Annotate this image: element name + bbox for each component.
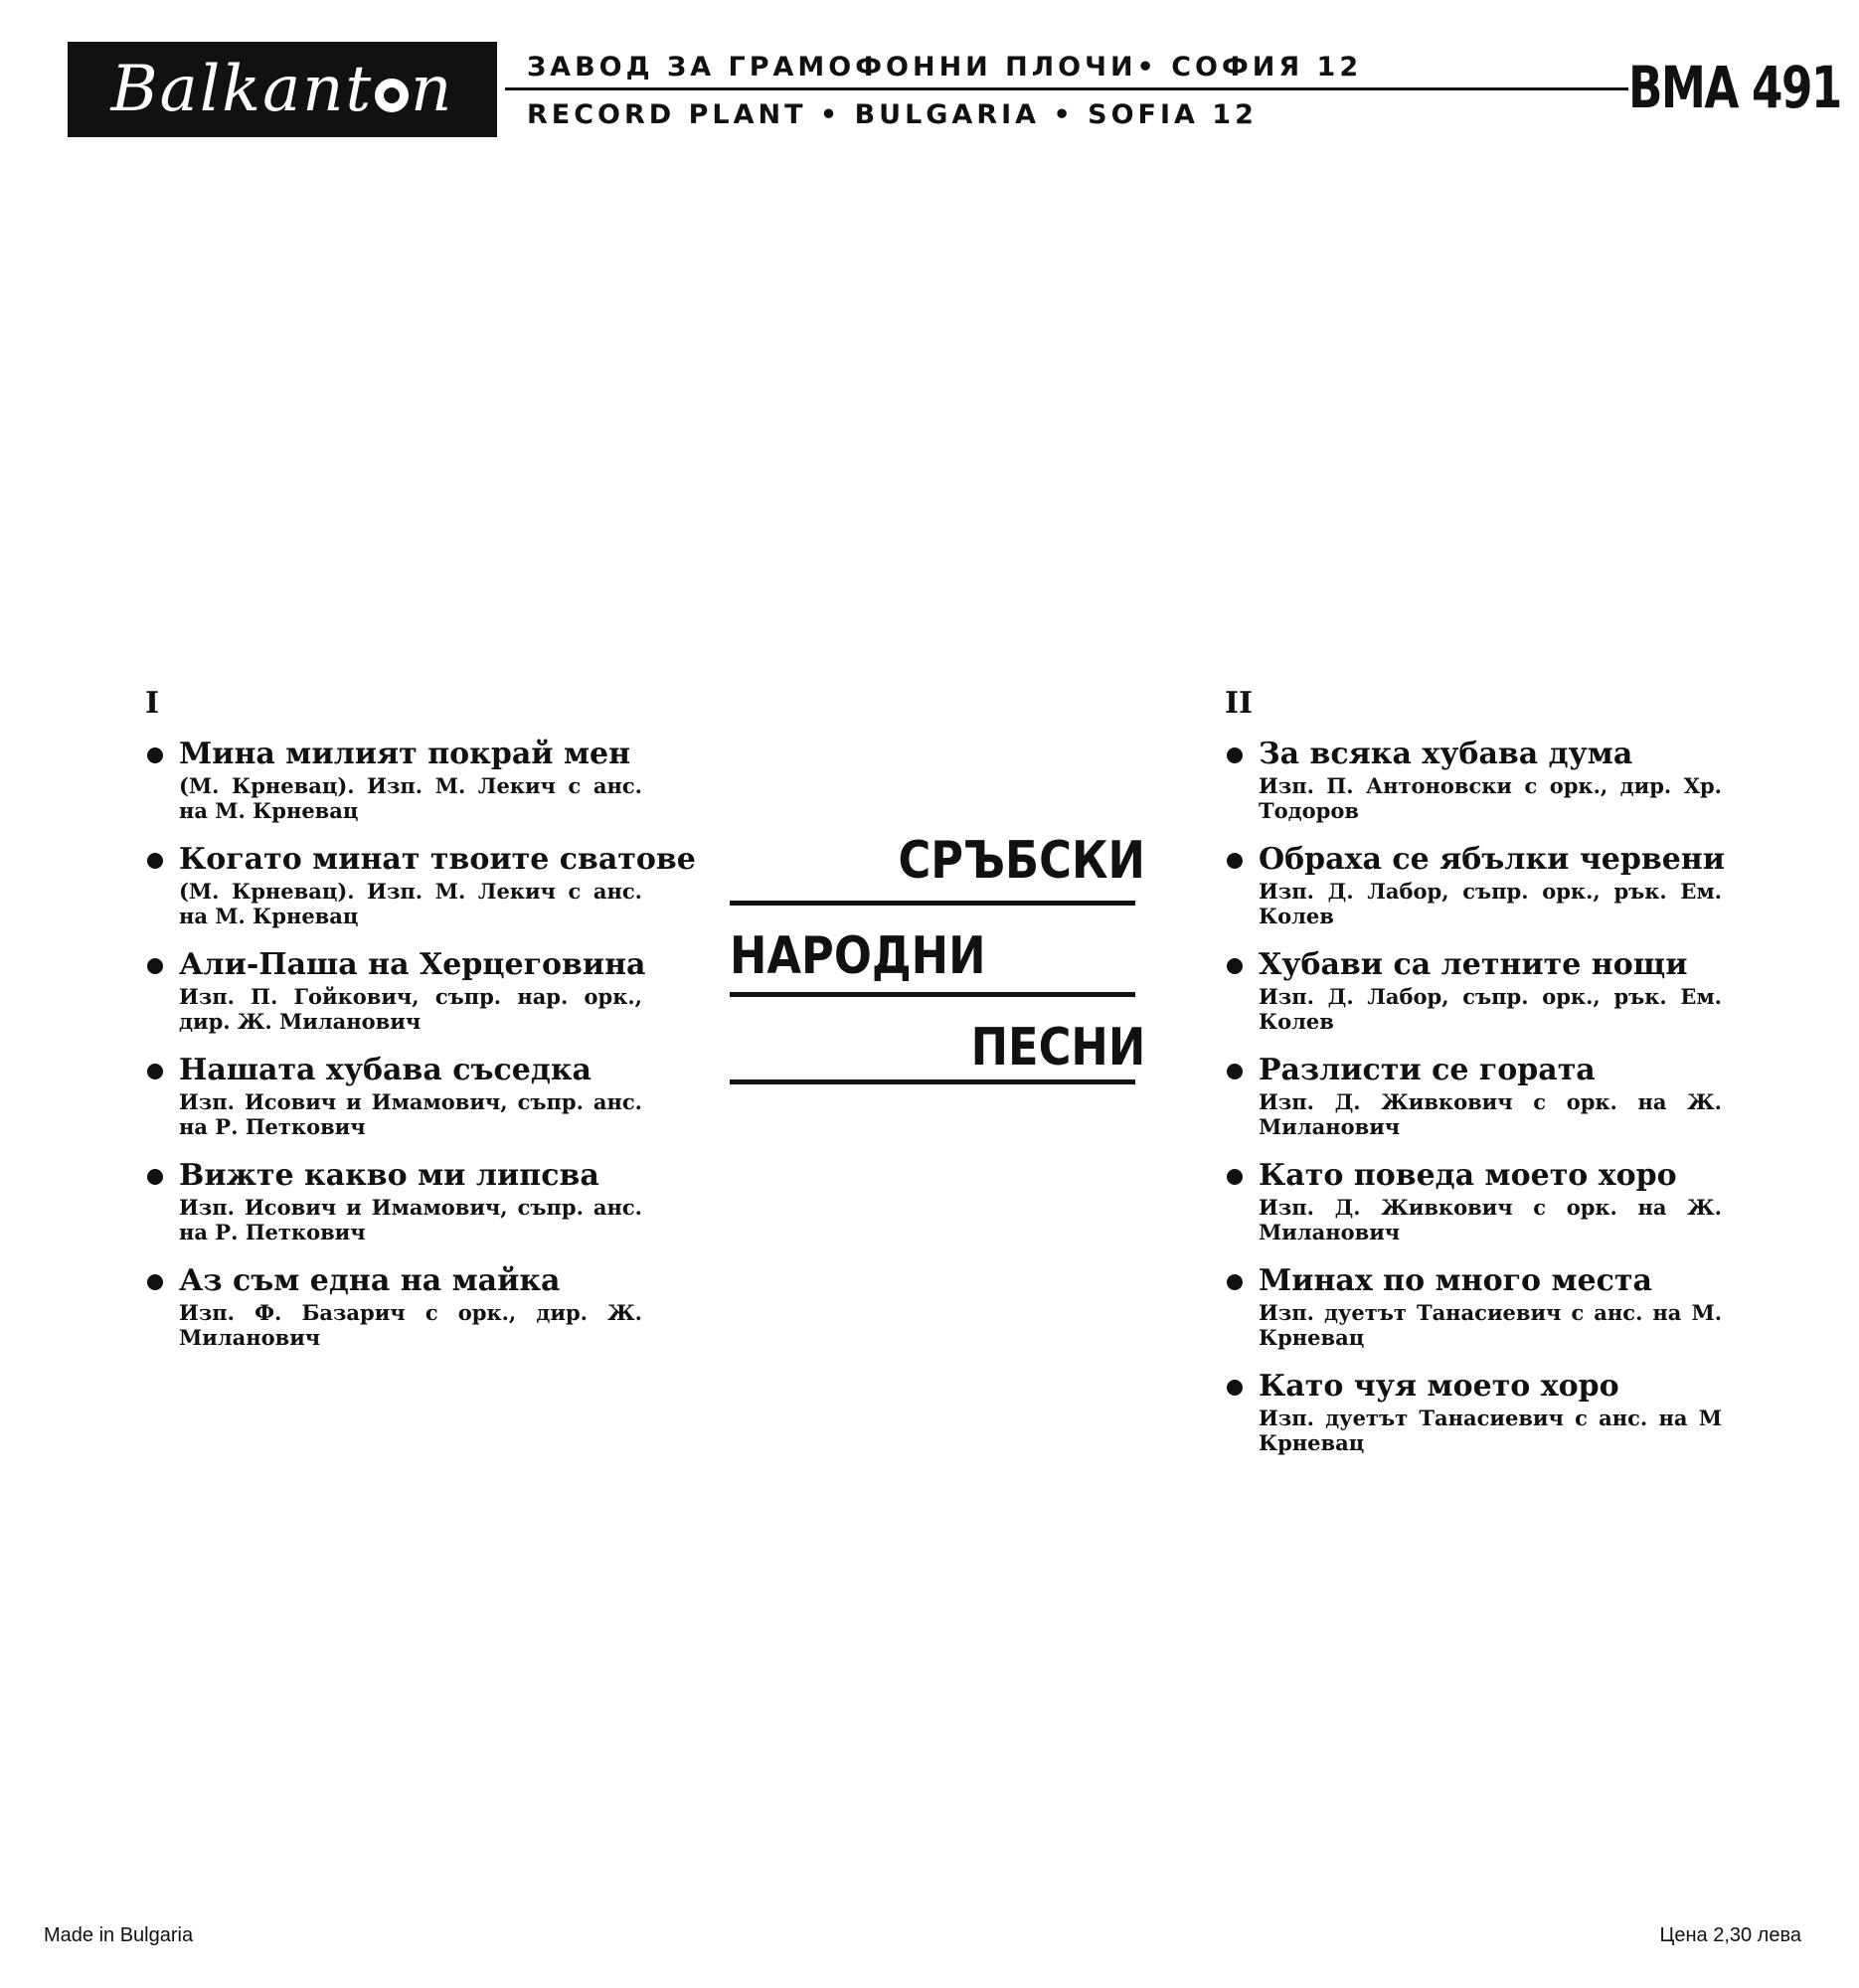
side-one-tracklist <box>145 686 696 1368</box>
track-item <box>1225 946 1732 1034</box>
bullet-icon <box>1227 1169 1243 1185</box>
track-title: Аз съм една на майка <box>179 1263 561 1298</box>
track-item <box>145 736 652 823</box>
track-item <box>1225 1262 1732 1350</box>
bullet-icon <box>1227 747 1243 763</box>
album-title-line-3: ПЕСНИ <box>970 1018 1145 1077</box>
track-credits: Изп. Ф. Базарич с орк., дир. Ж. Миланович <box>179 1300 642 1350</box>
track-title: Обраха се ябълки червени <box>1259 842 1725 877</box>
title-rule <box>730 1079 1135 1084</box>
track-credits: (М. Крневац). Изп. М. Лекич с анс. на М. Крневац <box>179 879 642 928</box>
track-title: Минах по много места <box>1259 1263 1652 1298</box>
title-rule <box>730 901 1135 906</box>
track-credits: Изп. П. Антоновски с орк., дир. Хр. Тодоров <box>1259 773 1722 823</box>
balkanton-logo <box>68 42 497 137</box>
record-plant-english: RECORD PLANT • BULGARIA • SOFIA 12 <box>527 99 1258 130</box>
track-item <box>145 946 652 1034</box>
balkanton-logo-wordmark: Balkant n <box>110 53 454 126</box>
track-item <box>1225 1157 1732 1244</box>
track-item <box>1225 841 1732 928</box>
header-rule <box>505 87 1628 90</box>
track-title: Мина милият покрай мен <box>179 737 631 771</box>
track-item <box>145 1052 652 1139</box>
album-title-line-1: СРЪБСКИ <box>898 831 1145 891</box>
track-item <box>1225 736 1732 823</box>
track-credits: Изп. П. Гойкович, съпр. нар. орк., дир. Ж. Миланович <box>179 984 642 1034</box>
track-credits: Изп. Исович и Имамович, съпр. анс. на Р. Петкович <box>179 1089 642 1139</box>
catalog-number: ВМА 491 <box>1628 54 1841 121</box>
album-title <box>728 825 1145 1093</box>
album-title-line-2: НАРОДНИ <box>730 926 986 986</box>
track-credits: Изп. Д. Живкович с орк. на Ж. Миланович <box>1259 1195 1722 1244</box>
track-item <box>1225 1368 1732 1455</box>
side-two-tracklist <box>1225 686 1732 1473</box>
track-title: Като поведа моето хоро <box>1259 1158 1677 1193</box>
bullet-icon <box>147 1064 163 1079</box>
track-credits: Изп. Д. Лабор, съпр. орк., рък. Ем. Колев <box>1259 879 1722 928</box>
title-rule <box>730 992 1135 997</box>
track-item <box>145 841 696 928</box>
side-two-label: II <box>1225 686 1254 721</box>
track-title: За всяка хубава дума <box>1259 737 1633 771</box>
track-credits: Изп. дуетът Танасиевич с анс. на М. Крневац <box>1259 1300 1722 1350</box>
track-credits: Изп. Исович и Имамович, съпр. анс. на Р. Петкович <box>179 1195 642 1244</box>
track-title: Разлисти се гората <box>1259 1053 1596 1087</box>
track-title: Али-Паша на Херцеговина <box>179 947 646 982</box>
bullet-icon <box>1227 1274 1243 1290</box>
track-credits: Изп. Д. Живкович с орк. на Ж. Миланович <box>1259 1089 1722 1139</box>
track-credits: Изп. Д. Лабор, съпр. орк., рък. Ем. Колев <box>1259 984 1722 1034</box>
bullet-icon <box>1227 958 1243 974</box>
bullet-icon <box>147 958 163 974</box>
bullet-icon <box>1227 1380 1243 1396</box>
track-title: Вижте какво ми липсва <box>179 1158 599 1193</box>
track-title: Нашата хубава съседка <box>179 1053 592 1087</box>
track-title: Хубави са летните нощи <box>1259 947 1688 982</box>
bullet-icon <box>1227 1064 1243 1079</box>
price-label: Цена 2,30 лева <box>1659 1924 1801 1946</box>
track-item <box>145 1262 652 1350</box>
side-one-label: I <box>145 686 160 721</box>
bullet-icon <box>147 853 163 869</box>
track-item <box>145 1157 652 1244</box>
bullet-icon <box>147 747 163 763</box>
track-title: Когато минат твоите сватове <box>179 842 696 877</box>
track-credits: (М. Крневац). Изп. М. Лекич с анс. на М. Крневац <box>179 773 642 823</box>
track-item <box>1225 1052 1732 1139</box>
made-in-label: Made in Bulgaria <box>44 1924 194 1946</box>
bullet-icon <box>147 1274 163 1290</box>
track-credits: Изп. дуетът Танасиевич с анс. на М Крневац <box>1259 1406 1722 1455</box>
track-title: Като чуя моето хоро <box>1259 1369 1619 1404</box>
record-plant-bulgarian: ЗАВОД ЗА ГРАМОФОННИ ПЛОЧИ• СОФИЯ 12 <box>527 52 1363 83</box>
bullet-icon <box>147 1169 163 1185</box>
bullet-icon <box>1227 853 1243 869</box>
